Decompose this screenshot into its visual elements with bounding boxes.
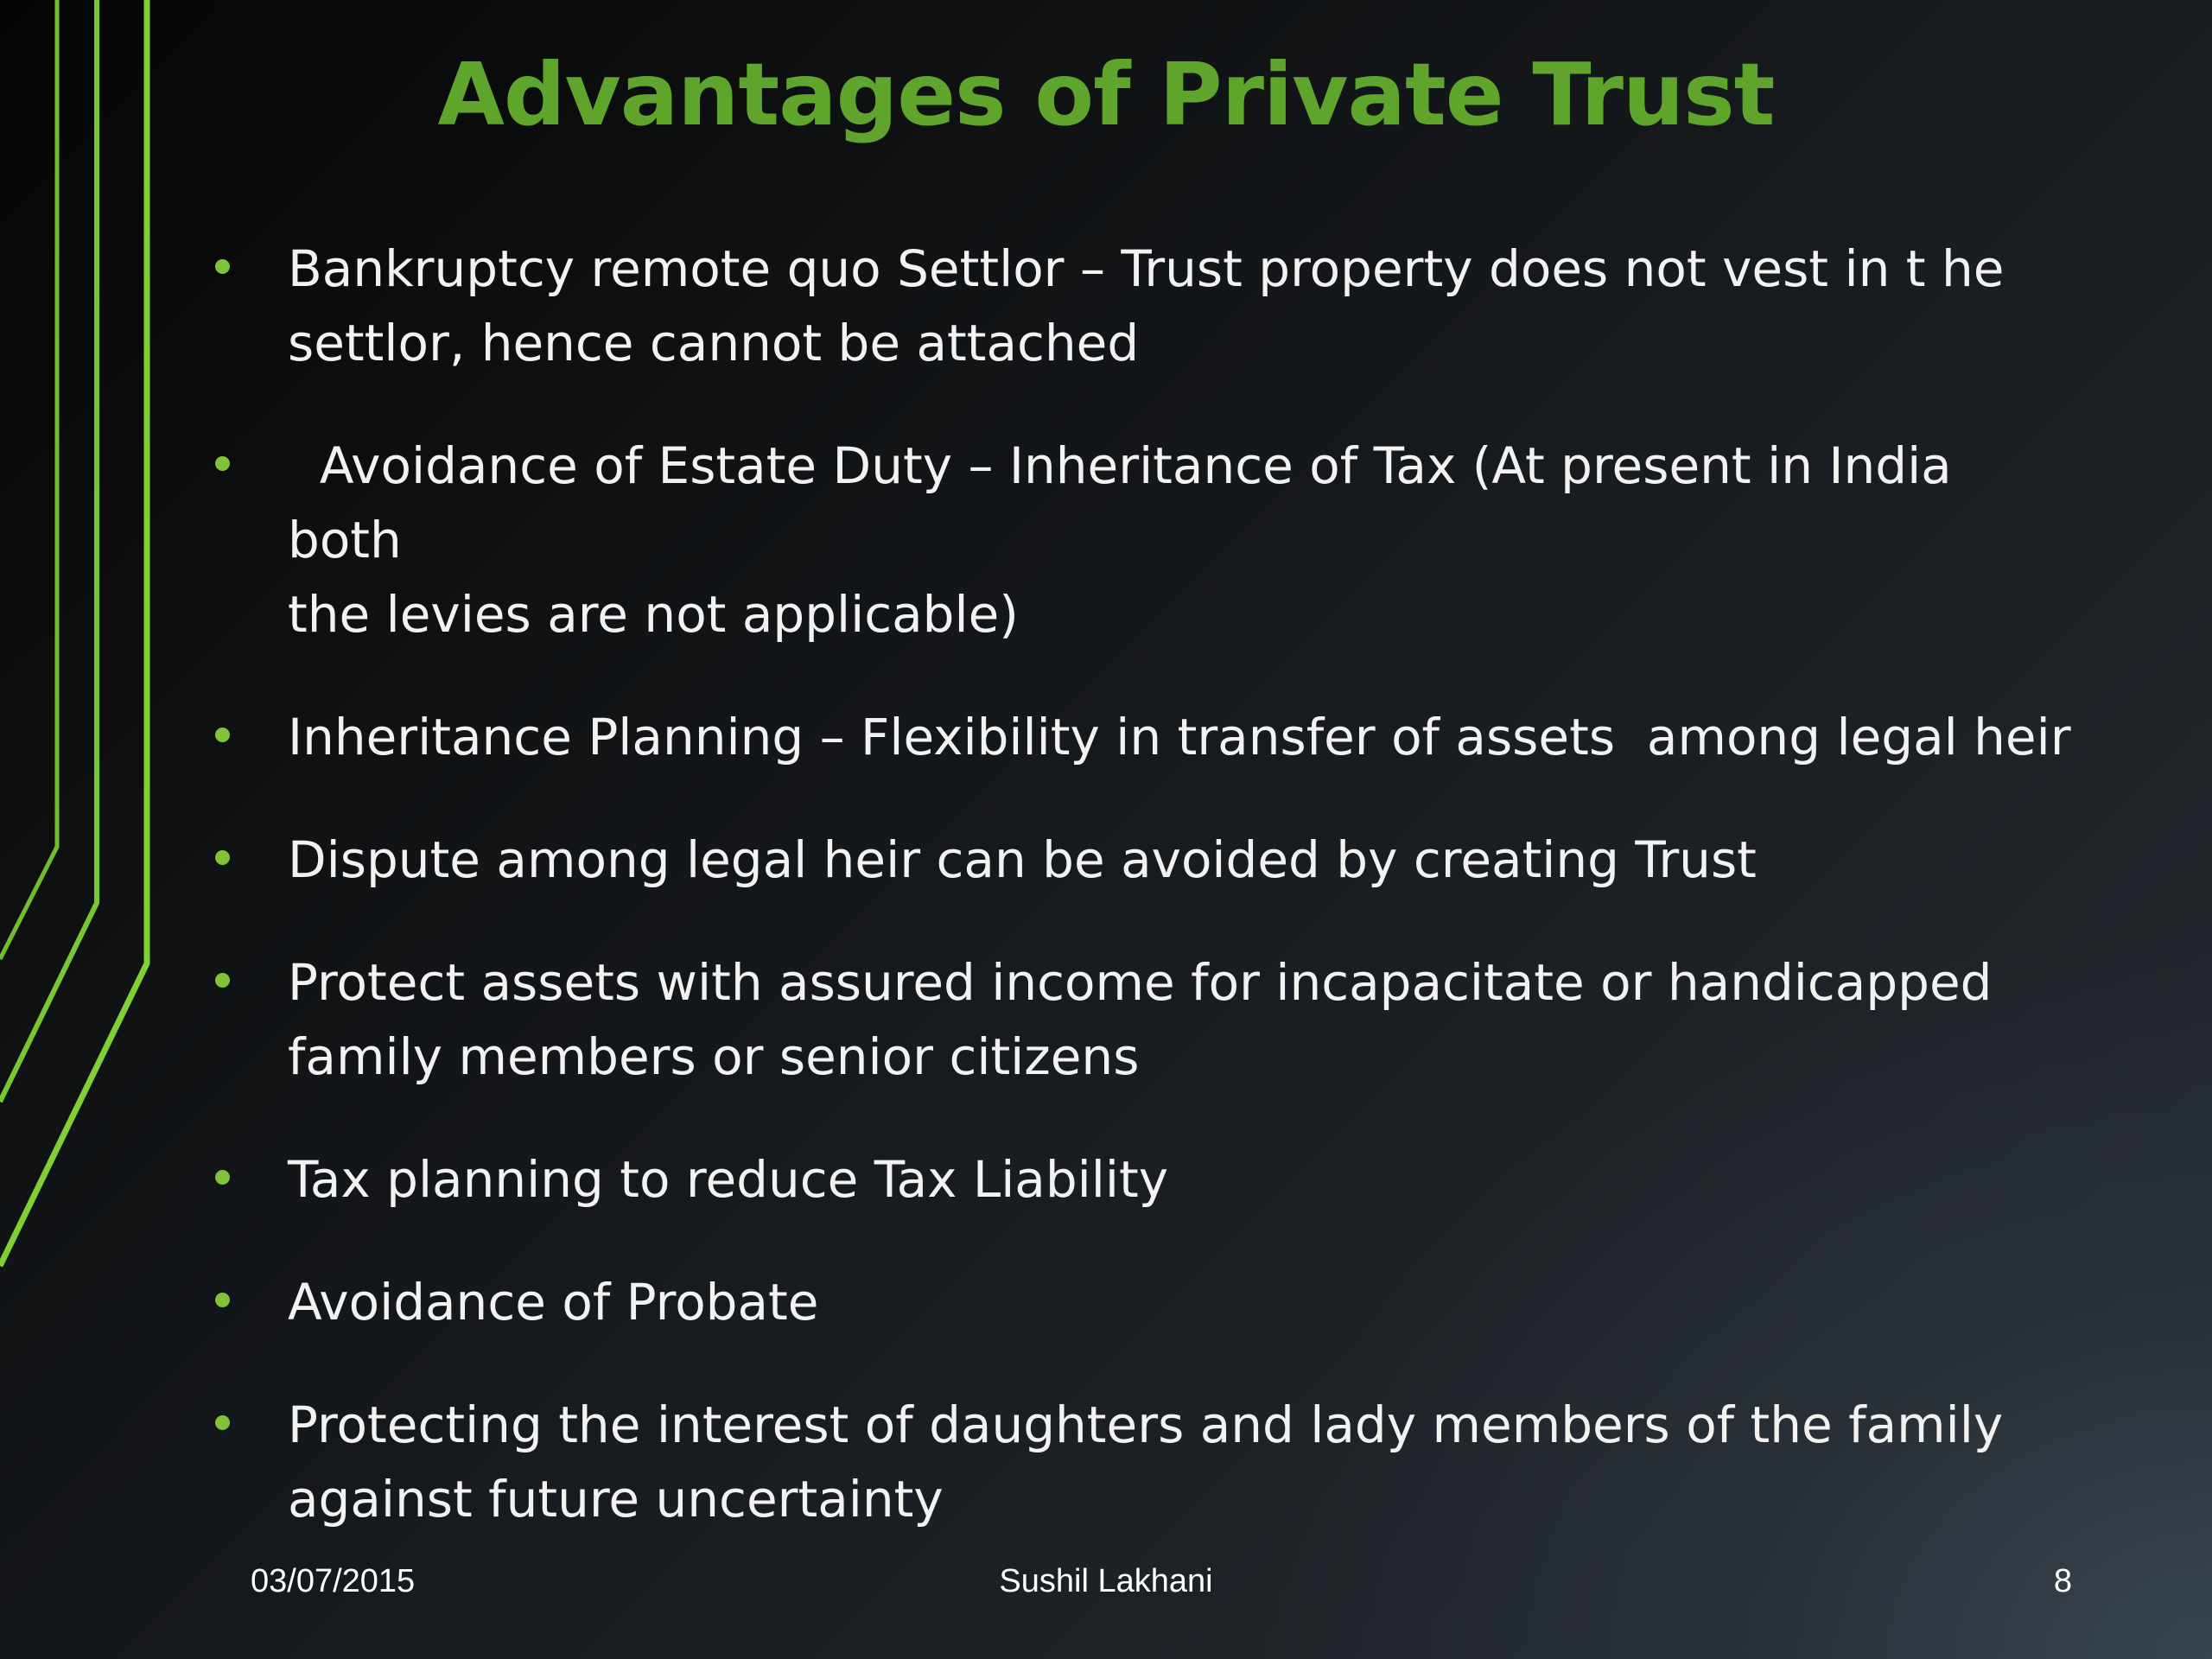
bullet-item <box>212 945 2078 1094</box>
bullet-dot-icon <box>215 456 230 471</box>
bullet-dot-icon <box>215 973 230 988</box>
bullet-text: Dispute among legal heir can be avoided by creating Trust <box>288 830 1757 889</box>
bullet-item <box>212 1388 2078 1536</box>
slide-title: Advantages of Private Trust <box>437 44 1775 145</box>
footer-date: 03/07/2015 <box>251 1563 416 1599</box>
bullet-list <box>212 232 2078 1585</box>
bullet-text: Avoidance of Estate Duty – Inheritance of Tax (At present in India both the levies are not applicable) <box>288 436 1952 644</box>
bullet-item <box>212 823 2078 897</box>
bullet-item <box>212 429 2078 652</box>
bullet-dot-icon <box>215 1293 230 1307</box>
bullet-item <box>212 1142 2078 1217</box>
green-line-middle <box>0 0 97 1102</box>
bullet-text: Avoidance of Probate <box>288 1273 819 1332</box>
bullet-item <box>212 700 2078 774</box>
footer-author: Sushil Lakhani <box>999 1563 1213 1599</box>
bullet-dot-icon <box>215 1415 230 1430</box>
bullet-dot-icon <box>215 850 230 865</box>
green-line-outer <box>0 0 147 1266</box>
bullet-text: Bankruptcy remote quo Settlor – Trust property does not vest in t he settlor, hence cannot be attached <box>288 239 2005 372</box>
bullet-text: Protecting the interest of daughters and lady members of the family against future uncertainty <box>288 1395 2004 1529</box>
decorative-green-lines <box>0 0 190 1659</box>
bullet-dot-icon <box>215 1170 230 1185</box>
footer-page-number: 8 <box>2053 1563 2072 1599</box>
bullet-text: Inheritance Planning – Flexibility in transfer of assets among legal heir <box>288 708 2071 766</box>
bullet-dot-icon <box>215 259 230 274</box>
bullet-item <box>212 1265 2078 1339</box>
bullet-text: Tax planning to reduce Tax Liability <box>288 1150 1169 1209</box>
bullet-text: Protect assets with assured income for incapacitate or handicapped family members or senior citizens <box>288 953 1993 1086</box>
bullet-item <box>212 232 2078 380</box>
bullet-dot-icon <box>215 728 230 742</box>
